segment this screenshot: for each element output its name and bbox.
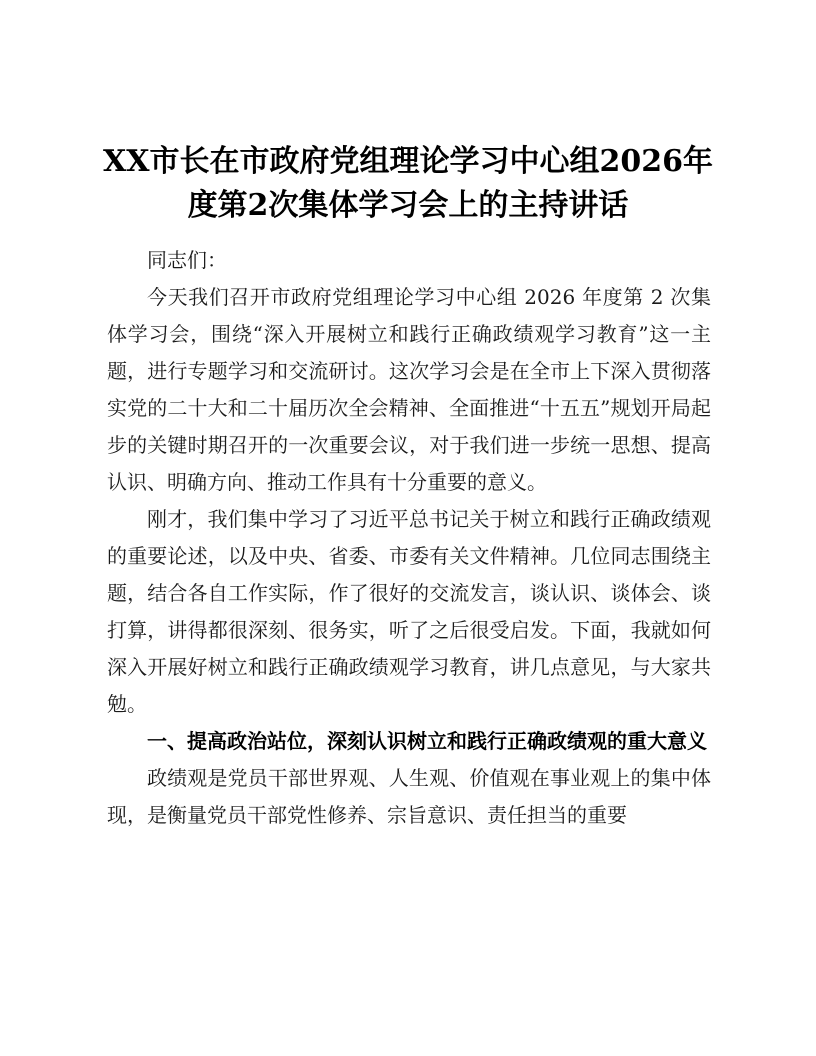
body-paragraph-2: 刚才，我们集中学习了习近平总书记关于树立和践行正确政绩观的重要论述，以及中央、省委、市委有关文件精神。几位同志围绕主题，结合各自工作实际，作了很好的交流发言，谈认识、谈体会、谈打算，讲得都很深刻、很务实，听了之后很受启发。下面，我就如何深入开展好树立和践行正确政绩观学习教育，讲几点意见，与大家共勉。	[107, 507, 711, 716]
body-paragraph-1: 今天我们召开市政府党组理论学习中心组 2026 年度第 2 次集体学习会，围绕“深入开展树立和践行正确政绩观学习教育”这一主题，进行专题学习和交流研讨。这次学习会是在全市上下深入贯彻落实党的二十大和二十届历次全会精神、全面推进“十五五”规划开局起步的关键时期召开的一次重要会议，对于我们进一步统一思想、提高认识、明确方向、推动工作具有十分重要的意义。	[107, 285, 711, 494]
document-body	[107, 242, 711, 834]
title-line-2: 度第2次集体学习会上的主持讲话	[187, 188, 629, 223]
section-heading-1: 一、提高政治站位，深刻认识树立和践行正确政绩观的重大意义	[147, 729, 707, 753]
body-paragraph-3: 政绩观是党员干部世界观、人生观、价值观在事业观上的集中体现，是衡量党员干部党性修养、宗旨意识、责任担当的重要	[107, 766, 711, 827]
title-line-1: XX市长在市政府党组理论学习中心组2026年	[102, 144, 714, 179]
document-title	[90, 140, 726, 228]
salutation: 同志们：	[147, 248, 227, 272]
